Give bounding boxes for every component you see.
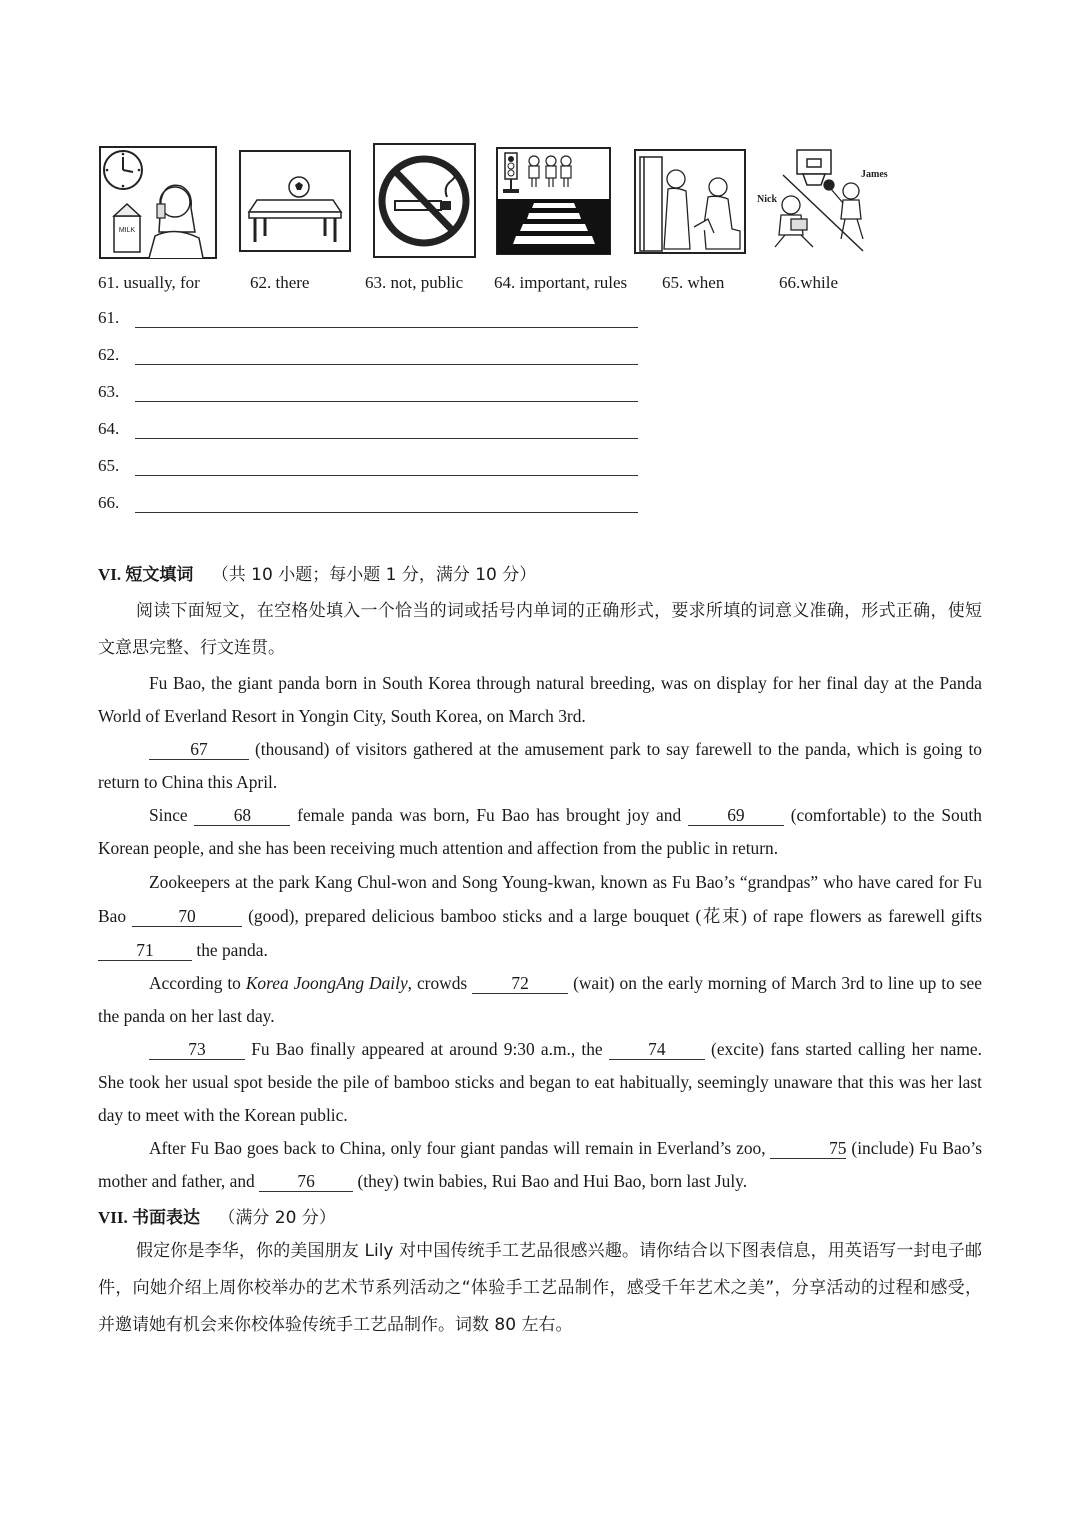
passage-paragraph-4 (98, 865, 982, 967)
answer-number: 64. (98, 419, 120, 438)
picture-62-ball-on-table (239, 150, 351, 252)
writing-line[interactable] (135, 512, 638, 513)
blank-71[interactable]: 71 (98, 940, 192, 961)
answer-number: 66. (98, 493, 120, 512)
passage-paragraph-5 (98, 967, 982, 1033)
nick-label: Nick (757, 194, 777, 205)
blank-75[interactable]: 75 (770, 1138, 846, 1159)
passage-paragraph-1 (98, 667, 982, 733)
caption-66: 66.while (779, 273, 839, 292)
source-title: Korea JoongAng Daily (245, 973, 408, 993)
picture-66-nick-and-james (755, 147, 895, 253)
passage-text: , crowds (407, 973, 468, 993)
passage-text: After Fu Bao goes back to China, only four giant pandas will remain in Everland’s zoo, (149, 1138, 766, 1158)
passage-text: female panda was born, Fu Bao has brought joy and (297, 805, 682, 825)
clock-icon (104, 151, 142, 189)
caption-64: 64. important, rules (494, 273, 628, 292)
passage-text: Fu Bao finally appeared at around 9:30 a.m., the (251, 1039, 603, 1059)
section-6-heading (98, 560, 536, 585)
passage-paragraph-2 (98, 733, 982, 799)
svg-text:MILK: MILK (118, 227, 136, 234)
answer-number: 65. (98, 456, 120, 475)
blank-67[interactable]: 67 (149, 739, 249, 760)
passage-text: (they) twin babies, Rui Bao and Hui Bao, born last July. (357, 1171, 748, 1191)
james-playing-icon (824, 180, 863, 239)
writing-line[interactable] (135, 364, 638, 365)
passage-text: Since (149, 805, 188, 825)
passage-text: Fu Bao, the giant panda born in South Korea through natural breeding, was on display for her final day at the Panda World of Everland Resort in Yongin City, South Korea, on March 3rd. (98, 673, 982, 726)
caption-62: 62. there (250, 273, 310, 292)
picture-61-drinking-milk (99, 146, 217, 259)
basketball-hoop-icon (797, 150, 831, 185)
picture-65-visitor-at-door (634, 149, 746, 254)
section-7-title: VII. 书面表达 (98, 1208, 201, 1227)
passage-text: (comfortable) to the South Korean people, and she has been receiving much attention and affection from the public in return. (98, 805, 982, 858)
passage-text: the panda. (196, 940, 268, 960)
passage-text: (good), prepared delicious bamboo sticks and a large bouquet (花束) of rape flowers as farewell gifts (248, 906, 982, 926)
picture-63-no-smoking (373, 143, 476, 258)
answer-line-64[interactable] (98, 419, 638, 443)
football-icon (289, 177, 309, 197)
writing-line[interactable] (135, 475, 638, 476)
blank-69[interactable]: 69 (688, 805, 784, 826)
no-smoking-icon (382, 159, 466, 243)
caption-63: 63. not, public (365, 273, 464, 292)
answer-line-65[interactable] (98, 456, 638, 480)
passage-text: Zookeepers at the park Kang Chul-won and Song Young-kwan, known as Fu Bao’s “grandpas” who have cared for Fu Bao (98, 872, 982, 926)
answer-line-61[interactable] (98, 308, 638, 332)
passage-text: (thousand) of visitors gathered at the amusement park to say farewell to the panda, which is going to return to China this April. (98, 739, 982, 792)
writing-line[interactable] (135, 327, 638, 328)
section-7-score: （满分 20 分） (218, 1208, 336, 1228)
nick-reading-icon (775, 196, 813, 247)
caption-65: 65. when (662, 273, 725, 292)
answer-number: 61. (98, 308, 120, 327)
section-6-instruction: 阅读下面短文，在空格处填入一个恰当的词或括号内单词的正确形式，要求所填的词意义准确，形式正确，使短文意思完整、行文连贯。 (98, 601, 982, 658)
picture-64-crosswalk (496, 147, 611, 255)
passage-paragraph-3 (98, 799, 982, 865)
writing-line[interactable] (135, 401, 638, 402)
passage-paragraph-7 (98, 1132, 982, 1198)
section-6-title: VI. 短文填词 (98, 565, 194, 584)
passage-text: (wait) on the early morning of March 3rd to line up to see the panda on her last day. (98, 973, 982, 1026)
answer-number: 62. (98, 345, 120, 364)
passage-text: (excite) fans started calling her name. She took her usual spot beside the pile of bamboo sticks and began to eat habitually, seemingly unaware that this was her last day to meet with the Korean public. (98, 1039, 982, 1125)
blank-73[interactable]: 73 (149, 1039, 245, 1060)
passage-text: According to (149, 973, 241, 993)
passage-paragraph-6 (98, 1033, 982, 1132)
section-6-score: （共 10 小题；每小题 1 分，满分 10 分） (211, 565, 537, 585)
caption-61: 61. usually, for (98, 273, 200, 292)
answer-line-62[interactable] (98, 345, 638, 369)
answer-line-66[interactable] (98, 493, 638, 517)
writing-line[interactable] (135, 438, 638, 439)
section-7-instruction: 假定你是李华，你的美国朋友 Lily 对中国传统手工艺品很感兴趣。请你结合以下图表信息，用英语写一封电子邮件，向她介绍上周你校举办的艺术节系列活动之“体验手工艺品制作，感受千年艺术之美”，分享活动的过程和感受，并邀请她有机会来你校体验传统手工艺品制作。词数 80 左右。 (98, 1241, 982, 1335)
blank-70[interactable]: 70 (132, 906, 242, 927)
james-label: James (861, 169, 888, 180)
blank-74[interactable]: 74 (609, 1039, 705, 1060)
answer-number: 63. (98, 382, 120, 401)
passage-text: (include) Fu Bao’s mother and father, and (98, 1138, 982, 1191)
section-7-heading (98, 1203, 336, 1228)
blank-76[interactable]: 76 (259, 1171, 353, 1192)
answer-line-63[interactable] (98, 382, 638, 406)
blank-68[interactable]: 68 (194, 805, 290, 826)
blank-72[interactable]: 72 (472, 973, 568, 994)
